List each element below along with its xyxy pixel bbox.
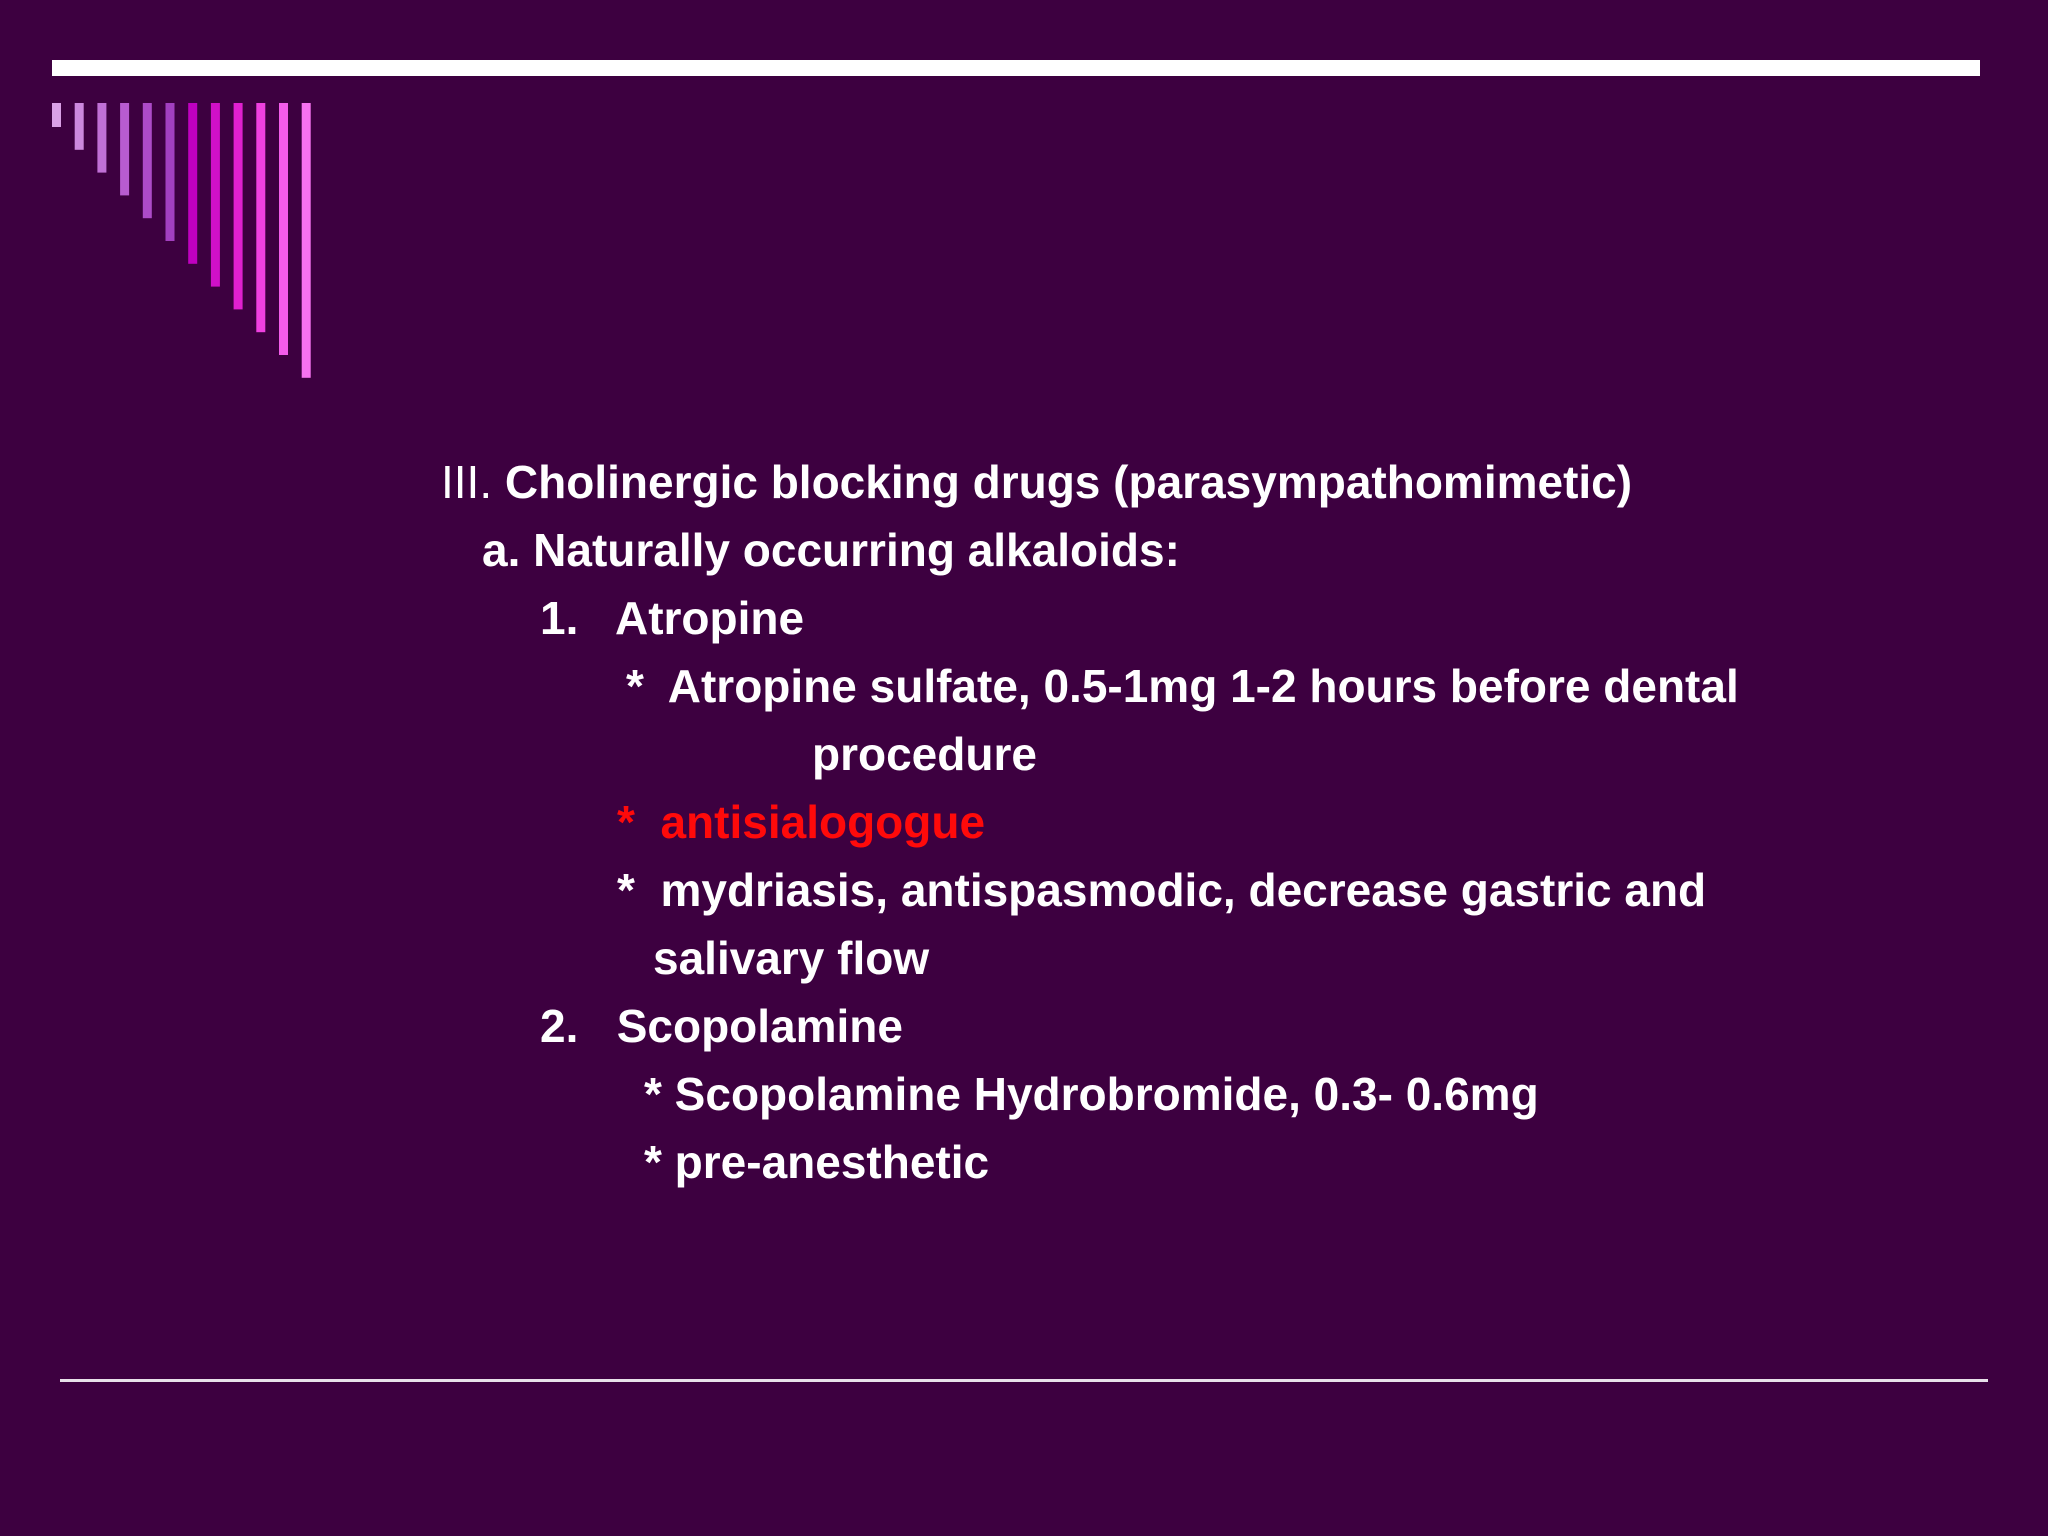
bullet-atropine-sulfate-continued: procedure (812, 728, 1037, 780)
heading-text: Cholinergic blocking drugs (parasympathomimetic) (492, 456, 1633, 508)
heading (441, 455, 1632, 509)
bullet-atropine-sulfate: * Atropine sulfate, 0.5-1mg 1-2 hours before dental (626, 660, 1739, 712)
bullet-antisialogogue: * antisialogogue (617, 796, 986, 848)
bullet-mydriasis: * mydriasis, antispasmodic, decrease gastric and (617, 864, 1707, 916)
heading-numeral: III. (441, 456, 493, 508)
bullet-pre-anesthetic: * pre-anesthetic (644, 1136, 990, 1188)
list-item-scopolamine: 2. Scopolamine (540, 1000, 903, 1052)
bullet-mydriasis-continued: salivary flow (653, 932, 930, 984)
bullet-scopolamine-hydrobromide: * Scopolamine Hydrobromide, 0.3- 0.6mg (644, 1068, 1539, 1120)
list-item-atropine: 1. Atropine (540, 592, 805, 644)
subheading-a: a. Naturally occurring alkaloids: (482, 524, 1180, 576)
bottom-divider-line (60, 1379, 1988, 1382)
